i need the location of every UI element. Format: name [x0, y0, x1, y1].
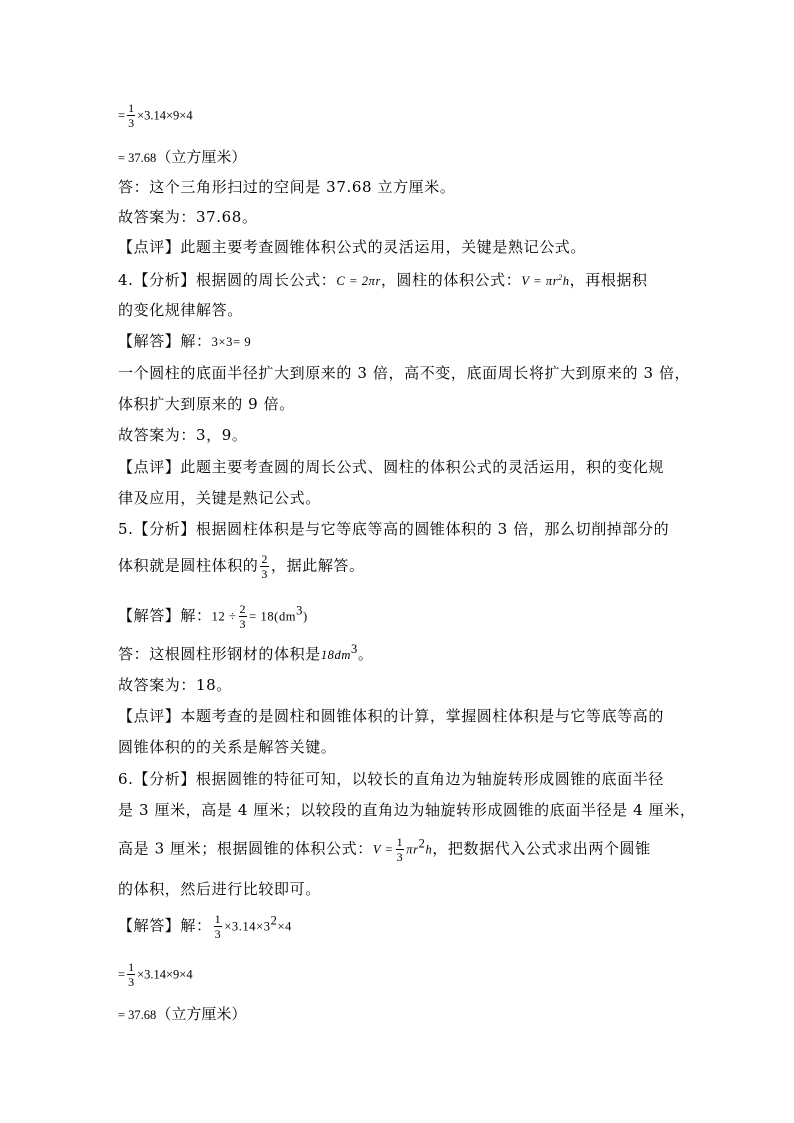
expression: ) — [302, 609, 308, 624]
text-span: 答：这根圆柱形钢材的体积是 — [118, 645, 321, 663]
expression: 3×3= 9 — [211, 335, 252, 349]
analysis-text: 的变化规律解答。 — [118, 301, 243, 319]
denominator: 3 — [214, 927, 222, 941]
solution-label: 【解答】解： — [118, 606, 212, 625]
analysis-text: 5.【分析】根据圆柱体积是与它等底等高的圆锥体积的 3 倍，那么切削掉部分的 — [118, 520, 670, 538]
text-span: ，圆柱的体积公式： — [380, 271, 522, 289]
analysis-line — [118, 836, 651, 863]
result-line — [118, 1004, 246, 1025]
comment-text: 【点评】此题主要考查圆的周长公式、圆柱的体积公式的灵活运用，积的变化规 — [118, 458, 665, 476]
fraction — [396, 836, 405, 863]
numerator: 1 — [396, 835, 404, 849]
answer-text: 答：这个三角形扫过的空间是 37.68 立方厘米。 — [118, 178, 456, 196]
denominator: 3 — [239, 617, 247, 631]
expression: ×3.14×9×4 — [137, 967, 193, 982]
formula-part: V = — [372, 842, 394, 857]
analysis-label: 4.【分析】根据圆的周长公式： — [118, 271, 337, 289]
numerator: 1 — [214, 912, 222, 926]
denominator: 3 — [396, 850, 404, 864]
exponent: 2 — [270, 913, 278, 928]
circumference-formula: C = 2πr — [336, 274, 381, 288]
analysis-text: 6.【分析】根据圆锥的特征可知，以较长的直角边为轴旋转形成圆锥的底面半径 — [118, 770, 664, 788]
result-unit: （立方厘米） — [156, 1005, 247, 1023]
text-span: ，据此解答。 — [271, 556, 365, 575]
final-answer: 故答案为：37.68。 — [118, 208, 258, 226]
analysis-text: 的体积，然后进行比较即可。 — [118, 880, 321, 898]
comment-text: 【点评】本题考查的是圆柱和圆锥体积的计算，掌握圆柱体积是与它等底等高的 — [118, 707, 665, 725]
text-span: 体积就是圆柱体积的 — [118, 556, 259, 575]
text-span: 高是 3 厘米；根据圆锥的体积公式： — [118, 839, 373, 858]
equation-line — [118, 102, 193, 129]
comment-text: 律及应用，关键是熟记公式。 — [118, 489, 321, 507]
equation-line — [118, 961, 193, 988]
expression: 12 ÷ — [211, 609, 237, 624]
numerator: 1 — [128, 960, 135, 974]
text-span: ，把数据代入公式求出两个圆锥 — [432, 839, 651, 858]
answer-line — [118, 644, 373, 665]
volume-formula — [521, 274, 569, 288]
solution-text: 一个圆柱的底面半径扩大到原来的 3 倍，高不变，底面周长将扩大到原来的 3 倍， — [118, 364, 691, 382]
expression: ×3.14×9×4 — [137, 108, 193, 123]
result-line — [118, 147, 246, 168]
numerator: 2 — [261, 552, 269, 566]
analysis-line — [118, 270, 648, 291]
formula-part: πr — [406, 842, 419, 857]
result-value: = 37.68 — [118, 1008, 157, 1022]
text-span: 。 — [357, 645, 374, 663]
solution-line — [118, 603, 308, 630]
numerator: 1 — [128, 101, 135, 115]
expression: = 18(dm — [249, 609, 297, 624]
exponent: 3 — [351, 642, 358, 656]
text-span: ，再根据积 — [569, 271, 648, 289]
fraction — [239, 603, 248, 630]
solution-line — [118, 331, 251, 352]
volume-value: 18dm — [320, 648, 351, 662]
denominator: 3 — [128, 116, 135, 130]
expression: ×3.14×3 — [224, 919, 271, 934]
solution-label: 【解答】解： — [118, 332, 212, 350]
equals-sign: = — [118, 108, 126, 123]
formula-part: h — [425, 842, 433, 857]
analysis-text: 是 3 厘米，高是 4 厘米；以较段的直角边为轴旋转形成圆锥的底面半径是 4 厘米， — [118, 801, 696, 819]
denominator: 3 — [128, 975, 135, 989]
expression: ×4 — [277, 919, 293, 934]
result-unit: （立方厘米） — [156, 148, 247, 166]
analysis-line — [118, 553, 365, 580]
fraction — [127, 102, 135, 129]
formula-part: V = πr — [521, 274, 559, 288]
fraction — [260, 553, 269, 580]
exponent: 2 — [418, 836, 426, 851]
final-answer: 故答案为：3，9。 — [118, 426, 248, 444]
final-answer: 故答案为：18。 — [118, 676, 232, 694]
exponent: 2 — [558, 272, 563, 282]
fraction — [127, 961, 135, 988]
solution-line — [118, 913, 292, 940]
result-value: = 37.68 — [118, 151, 157, 165]
solution-label: 【解答】解： — [118, 916, 212, 935]
fraction — [214, 913, 223, 940]
denominator: 3 — [261, 567, 269, 581]
equals-sign: = — [118, 967, 126, 982]
comment-text: 【点评】此题主要考查圆锥体积公式的灵活运用，关键是熟记公式。 — [118, 238, 587, 256]
numerator: 2 — [239, 602, 247, 616]
formula-part: h — [562, 274, 570, 288]
exponent: 3 — [296, 603, 303, 618]
comment-text: 圆锥体积的的关系是解答关键。 — [118, 738, 337, 756]
solution-text: 体积扩大到原来的 9 倍。 — [118, 395, 295, 413]
